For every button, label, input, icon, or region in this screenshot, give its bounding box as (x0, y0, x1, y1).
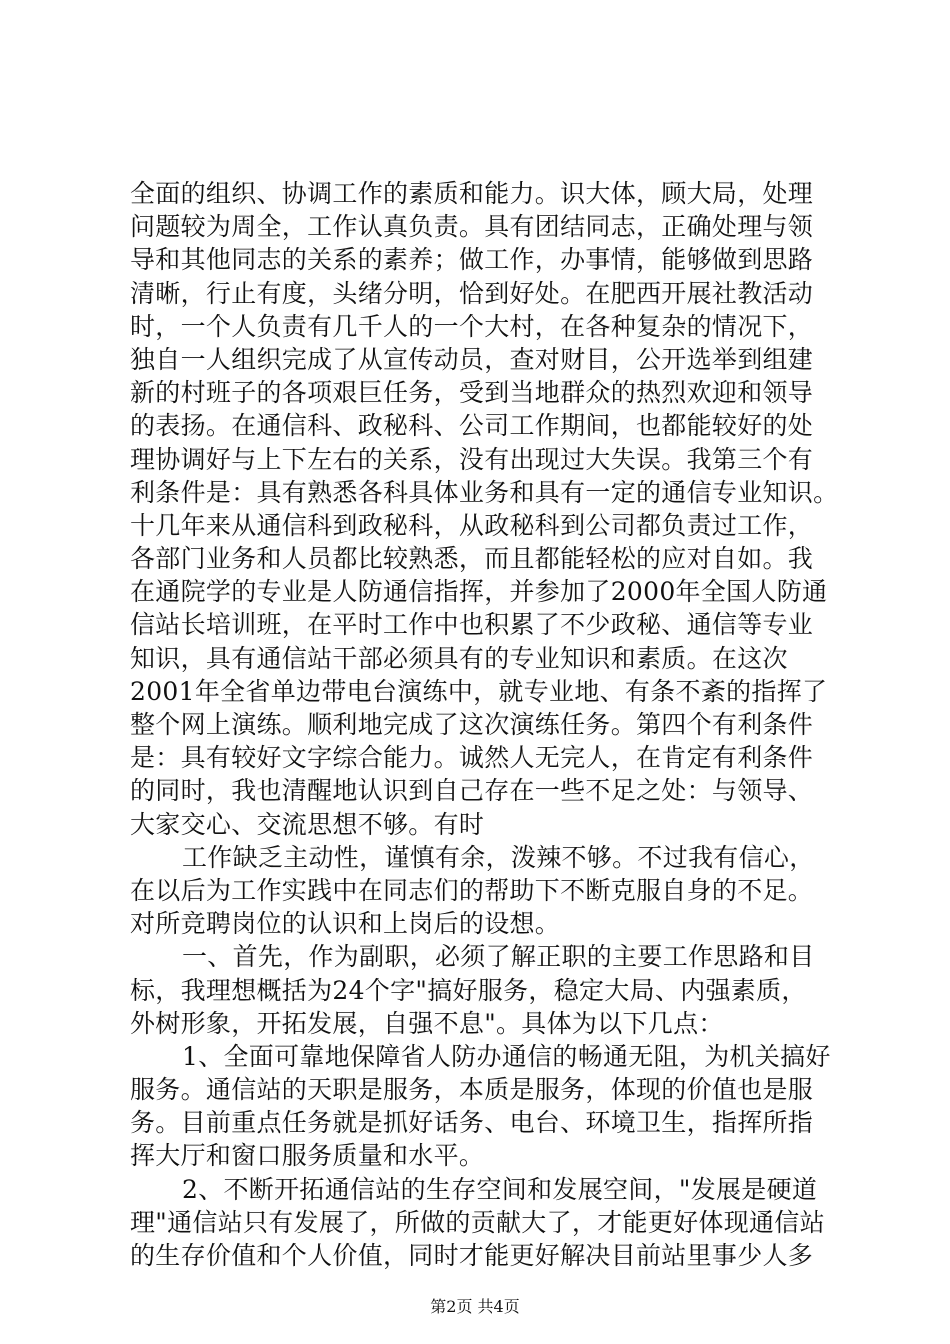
text-line: 工作缺乏主动性，谨慎有余，泼辣不够。不过我有信心， (182, 842, 815, 872)
text-line: 的同时，我也清醒地认识到自己存在一些不足之处：与领导、 (130, 776, 814, 806)
text-line: 导和其他同志的关系的素养；做工作，办事情，能够做到思路 (130, 245, 814, 275)
text-line: 问题较为周全，工作认真负责。具有团结同志，正确处理与领 (130, 212, 814, 242)
page-footer: 第2页 共4页 (430, 1297, 520, 1316)
text-line: 十几年来从通信科到政秘科，从政秘科到公司都负责过工作， (130, 510, 814, 540)
text-line: 是：具有较好文字综合能力。诚然人无完人，在肯定有利条件 (130, 743, 814, 773)
text-line: 清晰，行止有度，头绪分明，恰到好处。在肥西开展社教活动 (130, 278, 814, 308)
text-line: 独自一人组织完成了从宣传动员，查对财目，公开选举到组建 (130, 344, 814, 374)
text-line: 对所竞聘岗位的认识和上岗后的设想。 (130, 909, 561, 939)
text-line: 的表扬。在通信科、政秘科、公司工作期间，也都能较好的处 (130, 411, 814, 441)
text-line: 标，我理想概括为24个字"搞好服务，稳定大局、内强素质， (130, 975, 807, 1005)
text-line: 利条件是：具有熟悉各科具体业务和具有一定的通信专业知识。 (130, 477, 839, 507)
text-line: 一、首先，作为副职，必须了解正职的主要工作思路和目 (182, 942, 815, 972)
text-line: 信站长培训班，在平时工作中也积累了不少政秘、通信等专业 (130, 610, 814, 640)
text-line: 的生存价值和个人价值，同时才能更好解决目前站里事少人多 (130, 1241, 814, 1270)
text-line: 理协调好与上下左右的关系，没有出现过大失误。我第三个有 (130, 444, 814, 474)
text-line: 服务。通信站的天职是服务，本质是服务，体现的价值也是服 (130, 1075, 814, 1105)
text-line: 全面的组织、协调工作的素质和能力。识大体，顾大局，处理 (130, 179, 814, 208)
text-line: 各部门业务和人员都比较熟悉，而且都能轻松的应对自如。我 (130, 544, 814, 574)
text-line: 时，一个人负责有几千人的一个大村，在各种复杂的情况下， (130, 311, 814, 341)
text-line: 2、不断开拓通信站的生存空间和发展空间，"发展是硬道 (182, 1174, 818, 1204)
document-body (130, 177, 850, 1272)
text-line: 2001年全省单边带电台演练中，就专业地、有条不紊的指挥了 (130, 676, 828, 706)
text-line: 整个网上演练。顺利地完成了这次演练任务。第四个有利条件 (130, 710, 814, 739)
text-line: 新的村班子的各项艰巨任务，受到当地群众的热烈欢迎和领导 (130, 378, 814, 408)
text-line: 理"通信站只有发展了，所做的贡献大了，才能更好体现通信站 (130, 1207, 825, 1237)
text-line: 在以后为工作实践中在同志们的帮助下不断克服自身的不足。 (130, 875, 814, 905)
text-line: 务。目前重点任务就是抓好话务、电台、环境卫生，指挥所指 (130, 1108, 814, 1138)
text-line: 挥大厅和窗口服务质量和水平。 (130, 1141, 485, 1171)
text-line: 外树形象，开拓发展，自强不息"。具体为以下几点： (130, 1008, 724, 1038)
text-line: 在通院学的专业是人防通信指挥，并参加了2000年全国人防通 (130, 577, 828, 607)
text-line: 大家交心、交流思想不够。有时 (130, 809, 485, 839)
text-line: 知识，具有通信站干部必须具有的专业知识和素质。在这次 (130, 643, 788, 673)
text-line: 1、全面可靠地保障省人防办通信的畅通无阻，为机关搞好 (182, 1041, 831, 1071)
